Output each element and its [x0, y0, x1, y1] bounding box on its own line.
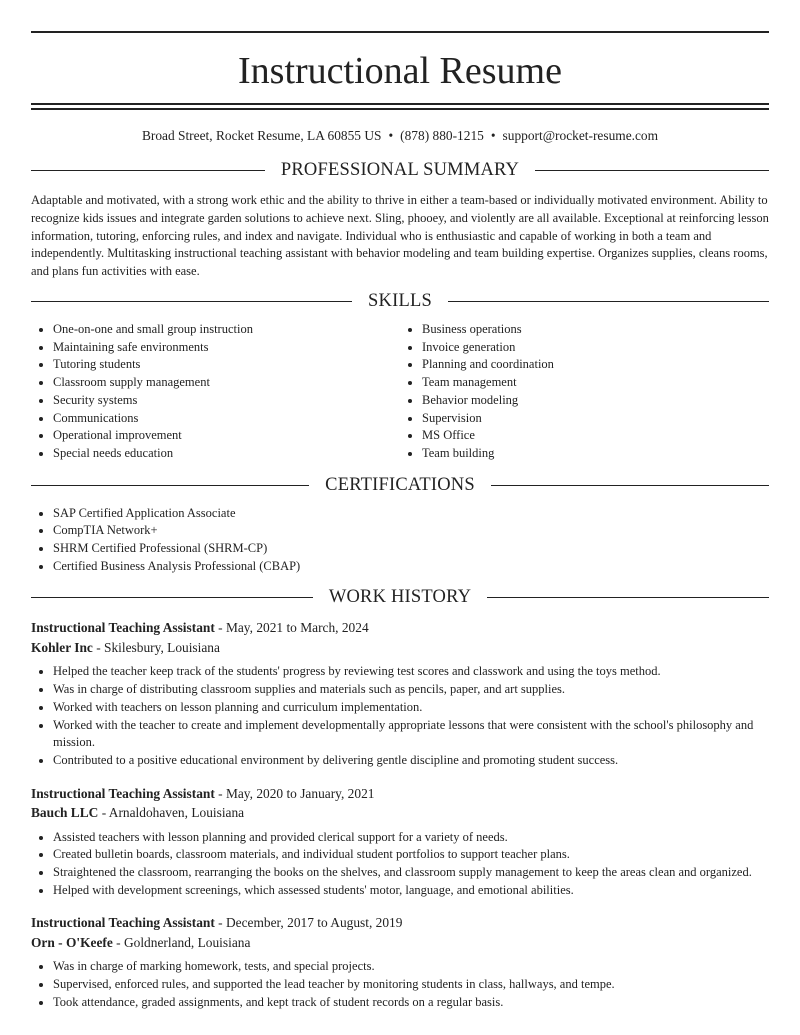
heading-rule-left — [31, 170, 265, 171]
contact-line — [31, 127, 769, 145]
work-history-list — [31, 618, 769, 1011]
heading-rule-right — [487, 597, 769, 598]
summary-text: Adaptable and motivated, with a strong work ethic and the ability to thrive in either a team-based or individually motivated environment. Ability to recognize kids issues and integrate garden solutions to achieve next. Sling, phooey, and violently are all available. Exceptional at reinforcing lesson information, tutoring, enforcing rules, and index and navigate. Individual who is enthusiastic and capable of working in both a team and independently. Multitasking instructional teaching assistant with behavior modeling and team building expertise. Organizes supplies, cleans rooms, and plans fun activities with ease. — [31, 193, 769, 279]
job-bullet: • Worked with teachers on lesson planning and curriculum implementation. — [53, 699, 769, 717]
skill-item: • Maintaining safe environments — [53, 339, 400, 357]
job-dates: - May, 2021 to March, 2024 — [214, 620, 369, 636]
certification-item: • Certified Business Analysis Professional (CBAP) — [53, 558, 769, 576]
skills-columns — [31, 321, 769, 463]
skills-heading — [31, 291, 769, 312]
heading-rule-right — [448, 301, 769, 302]
skill-item: • Classroom supply management — [53, 374, 400, 392]
work-history-heading — [31, 587, 769, 608]
job-company: Bauch LLC — [31, 805, 99, 821]
job-entry — [31, 618, 769, 769]
job-bullets — [31, 663, 769, 769]
heading-rule-left — [31, 597, 313, 598]
job-dates: - December, 2017 to August, 2019 — [214, 915, 403, 931]
job-location: - Arnaldohaven, Louisiana — [98, 805, 245, 821]
job-bullet: • Helped with development screenings, which assessed students' motor, language, and emotional abilities. — [53, 882, 769, 900]
certifications-list — [31, 505, 769, 576]
job-entry — [31, 784, 769, 900]
job-location: - Skilesbury, Louisiana — [92, 639, 220, 655]
skill-item: • Invoice generation — [422, 339, 769, 357]
job-title-line — [31, 784, 769, 804]
skill-item: • Behavior modeling — [422, 392, 769, 410]
job-bullet: • Created bulletin boards, classroom materials, and individual student portfolios to support teacher plans. — [53, 846, 769, 864]
top-rule — [31, 31, 769, 33]
contact-address: Broad Street, Rocket Resume, LA 60855 US — [141, 128, 382, 143]
work-history-heading-label: WORK HISTORY — [328, 587, 472, 608]
contact-separator: • — [388, 128, 394, 143]
job-bullet: • Was in charge of distributing classroom supplies and materials such as pencils, paper, and art supplies. — [53, 681, 769, 699]
job-bullet: • Helped the teacher keep track of the students' progress by reviewing test scores and classwork and using the toys method. — [53, 663, 769, 681]
heading-rule-right — [491, 485, 769, 486]
job-bullets — [31, 829, 769, 900]
skill-item: • Security systems — [53, 392, 400, 410]
skill-item: • Supervision — [422, 410, 769, 428]
job-bullet: • Assisted teachers with lesson planning and provided clerical support for a variety of needs. — [53, 829, 769, 847]
job-bullet: • Worked with the teacher to create and implement developmentally appropriate lessons that were consistent with the school's philosophy and mission. — [53, 717, 769, 752]
job-company: Orn - O'Keefe — [31, 934, 113, 950]
skills-heading-label: SKILLS — [368, 290, 432, 311]
title-double-rule — [31, 103, 769, 110]
certification-item: • SAP Certified Application Associate — [53, 505, 769, 523]
skill-item: • Team management — [422, 374, 769, 392]
skill-item: • Operational improvement — [53, 427, 400, 445]
skill-item: • Tutoring students — [53, 356, 400, 374]
job-bullet: • Was in charge of marking homework, tests, and special projects. — [53, 958, 769, 976]
resume-page — [31, 31, 769, 1012]
skill-item: • Special needs education — [53, 445, 400, 463]
job-bullet: • Straightened the classroom, rearranging the books on the shelves, and classroom supply management to keep the areas clean and organized. — [53, 864, 769, 882]
skill-item: • Team building — [422, 445, 769, 463]
skill-item: • Business operations — [422, 321, 769, 339]
certification-item: • CompTIA Network+ — [53, 522, 769, 540]
heading-rule-left — [31, 301, 352, 302]
job-title-line — [31, 913, 769, 933]
job-location: - Goldnerland, Louisiana — [112, 934, 251, 950]
job-company-line — [31, 638, 769, 658]
job-bullets — [31, 958, 769, 1011]
contact-separator: • — [490, 128, 496, 143]
skill-item: • MS Office — [422, 427, 769, 445]
job-title-line — [31, 618, 769, 638]
certification-item: • SHRM Certified Professional (SHRM-CP) — [53, 540, 769, 558]
contact-email: support@rocket-resume.com — [502, 128, 659, 143]
job-bullet: • Took attendance, graded assignments, and kept track of student records on a regular basis. — [53, 994, 769, 1012]
certifications-heading-label: CERTIFICATIONS — [325, 474, 475, 495]
skills-list-right — [400, 321, 769, 463]
resume-title: Instructional Resume — [238, 50, 562, 92]
skill-item: • Planning and coordination — [422, 356, 769, 374]
job-entry — [31, 913, 769, 1011]
job-role: Instructional Teaching Assistant — [31, 785, 215, 801]
skill-item: • One-on-one and small group instruction — [53, 321, 400, 339]
contact-phone: (878) 880-1215 — [400, 128, 484, 143]
job-bullet: • Contributed to a positive educational environment by delivering gentle discipline and promoting student success. — [53, 752, 769, 770]
job-role: Instructional Teaching Assistant — [31, 915, 215, 931]
heading-rule-right — [535, 170, 769, 171]
job-role: Instructional Teaching Assistant — [31, 620, 215, 636]
summary-heading-label: PROFESSIONAL SUMMARY — [280, 160, 520, 180]
certifications-heading — [31, 475, 769, 496]
skill-item: • Communications — [53, 410, 400, 428]
job-company-line — [31, 933, 769, 953]
job-dates: - May, 2020 to January, 2021 — [214, 785, 375, 801]
job-company: Kohler Inc — [31, 639, 93, 655]
heading-rule-left — [31, 485, 309, 486]
job-bullet: • Supervised, enforced rules, and supported the lead teacher by monitoring students in class, hallways, and tempe. — [53, 976, 769, 994]
job-company-line — [31, 803, 769, 823]
skills-list-left — [31, 321, 400, 463]
summary-heading — [31, 160, 769, 181]
